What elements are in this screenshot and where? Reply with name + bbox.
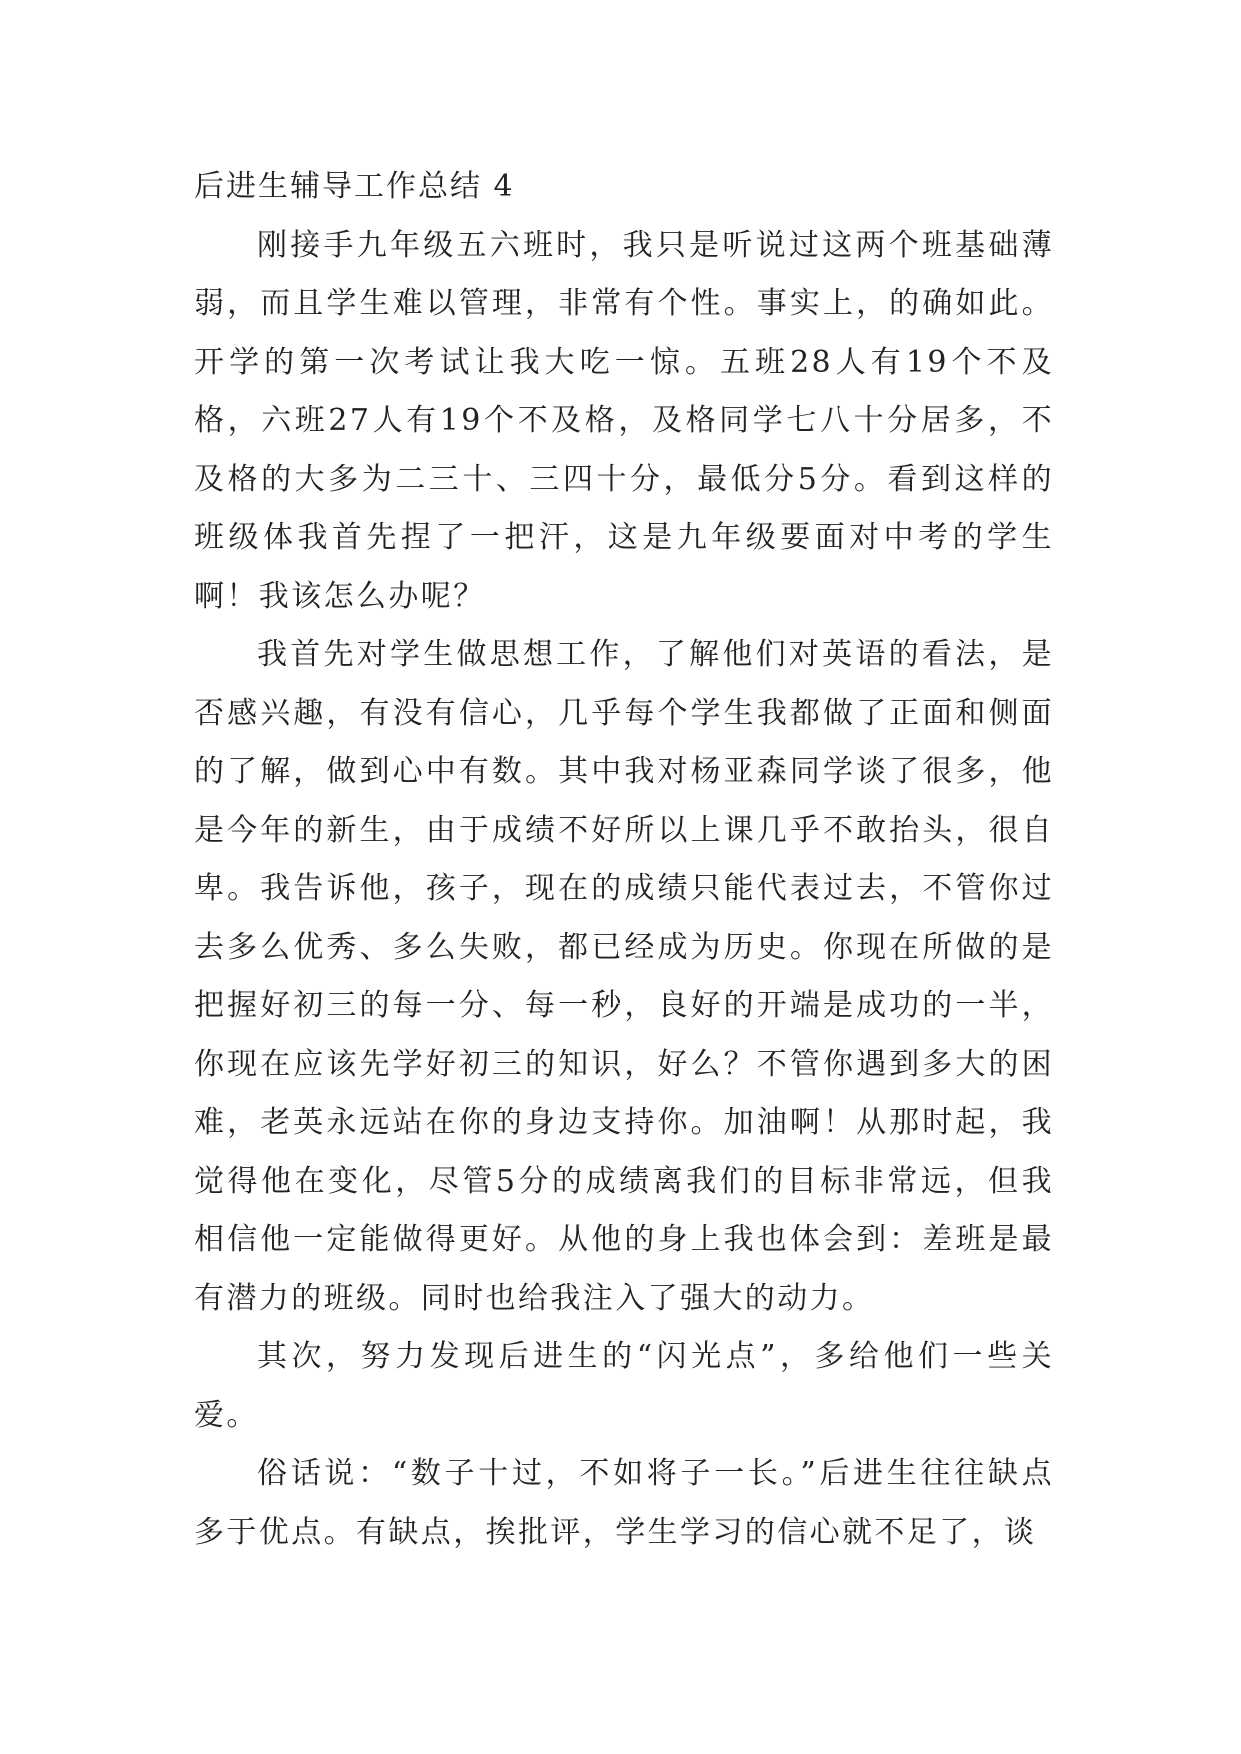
document-body — [194, 158, 1054, 1562]
paragraph: 俗话说：“数子十过，不如将子一长。”后进生往往缺点多于优点。有缺点，挨批评，学生学习的信心就不足了，谈 — [194, 1456, 1054, 1550]
paragraph: 刚接手九年级五六班时，我只是听说过这两个班基础薄弱，而且学生难以管理，非常有个性。事实上，的确如此。开学的第一次考试让我大吃一惊。五班28人有19个不及格，六班27人有19个不及格，及格同学七八十分居多，不及格的大多为二三十、三四十分，最低分5分。看到这样的班级体我首先捏了一把汗，这是九年级要面对中考的学生啊！我该怎么办呢？ — [194, 227, 1054, 614]
paragraph: 其次，努力发现后进生的“闪光点”，多给他们一些关爱。 — [194, 1339, 1054, 1433]
document-title: 后进生辅导工作总结 4 — [194, 169, 515, 204]
paragraph: 我首先对学生做思想工作，了解他们对英语的看法，是否感兴趣，有没有信心，几乎每个学生我都做了正面和侧面的了解，做到心中有数。其中我对杨亚森同学谈了很多，他是今年的新生，由于成绩不好所以上课几乎不敢抬头，很自卑。我告诉他，孩子，现在的成绩只能代表过去，不管你过去多么优秀、多么失败，都已经成为历史。你现在所做的是把握好初三的每一分、每一秒，良好的开端是成功的一半，你现在应该先学好初三的知识，好么？不管你遇到多大的困难，老英永远站在你的身边支持你。加油啊！从那时起，我觉得他在变化，尽管5分的成绩离我们的目标非常远，但我相信他一定能做得更好。从他的身上我也体会到：差班是最有潜力的班级。同时也给我注入了强大的动力。 — [194, 637, 1054, 1316]
